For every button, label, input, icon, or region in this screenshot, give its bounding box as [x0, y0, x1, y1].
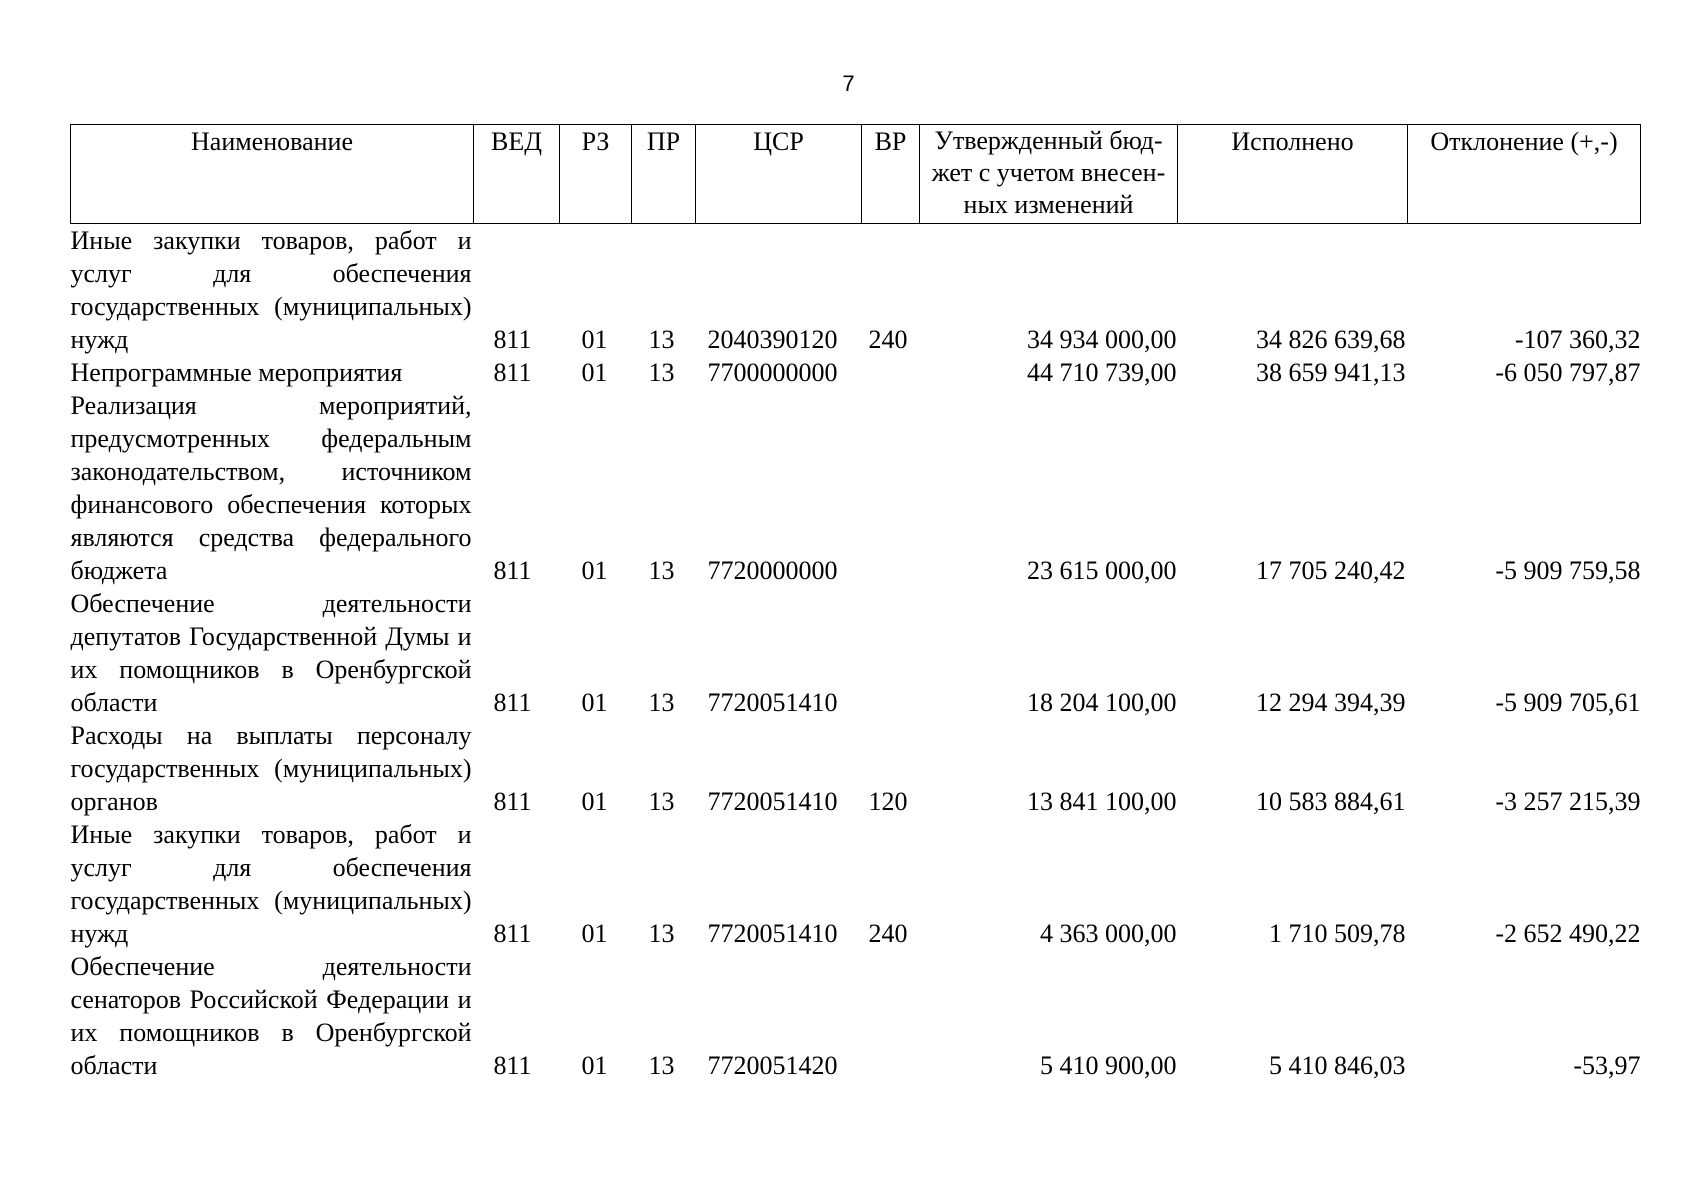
row-name: Непрограммные мероприятия: [70, 358, 403, 387]
row-pr: 13: [648, 325, 675, 354]
row-vr: 120: [868, 787, 908, 816]
row-vr: [862, 389, 920, 587]
row-vr: 240: [868, 919, 908, 948]
row-deviation: -2 652 490,22: [1495, 919, 1641, 948]
row-rz: 01: [581, 787, 608, 816]
row-csr: 7720051410: [707, 688, 838, 717]
row-rz: 01: [581, 688, 608, 717]
row-csr: 7720051410: [707, 919, 838, 948]
header-ved: ВЕД: [474, 125, 560, 224]
row-ved: 811: [493, 358, 532, 387]
row-approved: 23 615 000,00: [1027, 556, 1177, 585]
row-pr: 13: [648, 688, 675, 717]
row-ved: 811: [493, 325, 532, 354]
table-row: [71, 950, 1641, 1082]
row-ved: 811: [493, 556, 532, 585]
row-vr: [862, 356, 920, 389]
header-deviation: Отклонение (+,-): [1408, 125, 1641, 224]
budget-execution-table: [70, 124, 1641, 1082]
row-ved: 811: [493, 688, 532, 717]
row-name: Обеспечение деятельности сенаторов Российской Федерации и их помощников в Оренбургской области: [70, 952, 472, 1080]
row-rz: 01: [581, 556, 608, 585]
row-ved: 811: [493, 919, 532, 948]
row-name: Расходы на выплаты персоналу государственных (муниципальных) органов: [70, 721, 472, 816]
row-ved: 811: [493, 787, 532, 816]
header-approved-budget: Утвержденный бюд-жет с учетом внесен-ных изменений: [920, 125, 1178, 224]
row-csr: 7720051410: [707, 787, 838, 816]
row-executed: 10 583 884,61: [1256, 787, 1406, 816]
header-rz: РЗ: [560, 125, 632, 224]
row-approved: 34 934 000,00: [1027, 325, 1177, 354]
row-executed: 38 659 941,13: [1256, 358, 1406, 387]
row-rz: 01: [581, 1051, 608, 1080]
row-deviation: -5 909 705,61: [1495, 688, 1641, 717]
row-executed: 5 410 846,03: [1269, 1051, 1406, 1080]
row-csr: 7720051420: [707, 1051, 838, 1080]
row-deviation: -53,97: [1573, 1051, 1641, 1080]
header-vr: ВР: [862, 125, 920, 224]
row-csr: 7720000000: [707, 556, 838, 585]
page-number: 7: [842, 71, 855, 96]
row-name: Реализация мероприятий, предусмотренных федеральным законодательством, источником финансового обеспечения которых являются средства федерального бюджета: [70, 391, 472, 585]
row-executed: 1 710 509,78: [1269, 919, 1406, 948]
row-approved: 5 410 900,00: [1040, 1051, 1177, 1080]
table-row: [71, 719, 1641, 818]
row-pr: 13: [648, 1051, 675, 1080]
row-csr: 7700000000: [707, 358, 838, 387]
row-vr: [862, 587, 920, 719]
table-header-row: [71, 125, 1641, 224]
row-rz: 01: [581, 919, 608, 948]
row-executed: 12 294 394,39: [1256, 688, 1406, 717]
row-ved: 811: [493, 1051, 532, 1080]
table-row: [71, 389, 1641, 587]
row-rz: 01: [581, 325, 608, 354]
header-name: Наименование: [71, 125, 474, 224]
row-deviation: -6 050 797,87: [1495, 358, 1641, 387]
row-vr: 240: [868, 325, 908, 354]
table-row: [71, 224, 1641, 357]
row-pr: 13: [648, 358, 675, 387]
row-approved: 4 363 000,00: [1040, 919, 1177, 948]
row-pr: 13: [648, 556, 675, 585]
table-row: [71, 818, 1641, 950]
table-row: [71, 587, 1641, 719]
row-name: Иные закупки товаров, работ и услуг для обеспечения государственных (муниципальных) нужд: [70, 820, 472, 948]
row-name: Обеспечение деятельности депутатов Государственной Думы и их помощников в Оренбургской области: [70, 589, 472, 717]
row-approved: 18 204 100,00: [1027, 688, 1177, 717]
header-pr: ПР: [632, 125, 696, 224]
row-pr: 13: [648, 787, 675, 816]
row-approved: 44 710 739,00: [1027, 358, 1177, 387]
row-deviation: -107 360,32: [1514, 325, 1641, 354]
header-executed: Исполнено: [1178, 125, 1408, 224]
row-executed: 17 705 240,42: [1256, 556, 1406, 585]
row-vr: [862, 950, 920, 1082]
table-row: [71, 356, 1641, 389]
row-deviation: -3 257 215,39: [1495, 787, 1641, 816]
row-name: Иные закупки товаров, работ и услуг для обеспечения государственных (муниципальных) нужд: [70, 226, 472, 354]
row-executed: 34 826 639,68: [1256, 325, 1406, 354]
row-rz: 01: [581, 358, 608, 387]
header-csr: ЦСР: [696, 125, 862, 224]
row-deviation: -5 909 759,58: [1495, 556, 1641, 585]
row-approved: 13 841 100,00: [1027, 787, 1177, 816]
row-csr: 2040390120: [707, 325, 838, 354]
row-pr: 13: [648, 919, 675, 948]
